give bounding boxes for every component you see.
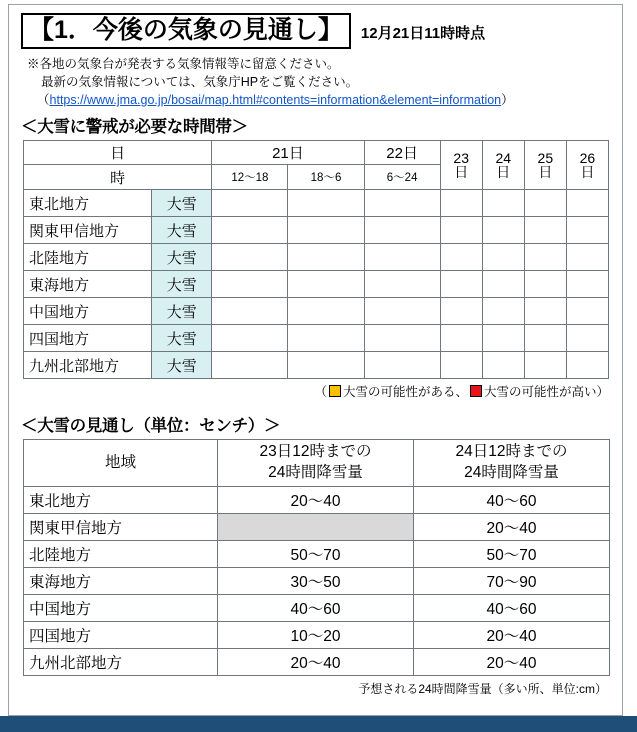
region-label: 関東甲信地方 [24, 514, 218, 541]
paren-close: ） [501, 93, 514, 108]
table-row [24, 298, 609, 325]
table-row [24, 595, 610, 622]
footnote: 予想される24時間降雪量（多い所、単位:cm） [358, 682, 607, 697]
table-row [24, 325, 609, 352]
snowfall-header-row [24, 440, 610, 487]
cell-21-1200 [212, 271, 288, 298]
note-line-1: ※各地の気象台が発表する気象情報等に留意ください。 [27, 57, 340, 71]
snow-24: 20〜40 [414, 514, 610, 541]
region-label: 東海地方 [24, 271, 152, 298]
snow-23: 50〜70 [218, 541, 414, 568]
table-row [24, 568, 610, 595]
cell-25 [524, 190, 566, 217]
region-label: 関東甲信地方 [24, 217, 152, 244]
jma-link[interactable]: https://www.jma.go.jp/bosai/map.html#contents=information&element=information [49, 93, 502, 108]
table-row [24, 271, 609, 298]
cell-26 [566, 271, 608, 298]
timeline-table [23, 140, 609, 379]
legend [21, 382, 609, 400]
snow-24: 50〜70 [414, 541, 610, 568]
cell-25 [524, 244, 566, 271]
region-label: 中国地方 [24, 595, 218, 622]
legend-text-possible: 大雪の可能性がある、 [342, 385, 468, 400]
region-label: 北陸地方 [24, 541, 218, 568]
cell-25 [524, 271, 566, 298]
snow-23: 20〜40 [218, 487, 414, 514]
header-day-24: 24 日 [482, 141, 524, 190]
cell-25 [524, 325, 566, 352]
snow-23: 30〜50 [218, 568, 414, 595]
note-line-3 [37, 91, 613, 109]
cell-22-0600 [364, 217, 440, 244]
header-day-23: 23 日 [440, 141, 482, 190]
cell-23 [440, 217, 482, 244]
cell-26 [566, 298, 608, 325]
timeline-header-row-1 [24, 141, 609, 165]
cell-21-1800 [288, 244, 364, 271]
warning-tag: 大雪 [152, 244, 212, 271]
cell-21-1800 [288, 325, 364, 352]
cell-26 [566, 244, 608, 271]
cell-21-1200 [212, 217, 288, 244]
legend-swatch-possible-icon [329, 385, 341, 397]
cell-21-1200 [212, 244, 288, 271]
cell-25 [524, 298, 566, 325]
cell-21-1800 [288, 190, 364, 217]
cell-24 [482, 244, 524, 271]
cell-21-1200 [212, 352, 288, 379]
region-label: 九州北部地方 [24, 649, 218, 676]
snow-24: 40〜60 [414, 487, 610, 514]
section2-heading: ＜大雪の見通し（単位：センチ）＞ [21, 417, 281, 436]
cell-21-1800 [288, 298, 364, 325]
header-day-21: 21日 [212, 141, 364, 165]
header-day-22: 22日 [364, 141, 440, 165]
cell-23 [440, 352, 482, 379]
region-label: 四国地方 [24, 325, 152, 352]
cell-24 [482, 298, 524, 325]
region-label: 四国地方 [24, 622, 218, 649]
cell-24 [482, 352, 524, 379]
header-day-26: 26 日 [566, 141, 608, 190]
header-region: 地域 [24, 440, 218, 487]
snow-23: 20〜40 [218, 649, 414, 676]
header-col-24-line2: 24時間降雪量 [464, 464, 559, 482]
region-label: 中国地方 [24, 298, 152, 325]
snow-24: 20〜40 [414, 649, 610, 676]
legend-swatch-high-icon [470, 385, 482, 397]
cell-21-1200 [212, 190, 288, 217]
title-timestamp: 12月21日11時時点 [360, 25, 486, 42]
table-row [24, 244, 609, 271]
note-line-2: 最新の気象情報については、気象庁HPをご覧ください。 [41, 75, 359, 90]
snow-24: 40〜60 [414, 595, 610, 622]
header-col-23 [218, 440, 414, 487]
header-day-25: 25 日 [524, 141, 566, 190]
region-label: 九州北部地方 [24, 352, 152, 379]
cell-24 [482, 217, 524, 244]
slide-content [21, 13, 613, 697]
warning-tag: 大雪 [152, 217, 212, 244]
cell-24 [482, 325, 524, 352]
cell-25 [524, 217, 566, 244]
region-label: 東北地方 [24, 487, 218, 514]
warning-tag: 大雪 [152, 271, 212, 298]
cell-21-1800 [288, 217, 364, 244]
legend-text-high: 大雪の可能性が高い） [483, 385, 609, 400]
snowfall-table [23, 439, 610, 676]
warning-tag: 大雪 [152, 352, 212, 379]
cell-21-1200 [212, 325, 288, 352]
bottom-band [0, 716, 637, 732]
cell-25 [524, 352, 566, 379]
cell-26 [566, 217, 608, 244]
table-row [24, 541, 610, 568]
header-col-23-line2: 24時間降雪量 [268, 464, 363, 482]
warning-tag: 大雪 [152, 190, 212, 217]
cell-23 [440, 298, 482, 325]
snow-23: 10〜20 [218, 622, 414, 649]
cell-21-1800 [288, 271, 364, 298]
header-time-1: 12〜18 [212, 165, 288, 190]
cell-26 [566, 352, 608, 379]
warning-tag: 大雪 [152, 298, 212, 325]
cell-21-1800 [288, 352, 364, 379]
region-label: 北陸地方 [24, 244, 152, 271]
cell-22-0600 [364, 271, 440, 298]
region-label: 東海地方 [24, 568, 218, 595]
paren-open: （ [37, 93, 50, 108]
cell-23 [440, 190, 482, 217]
section1-heading: ＜大雪に警戒が必要な時間帯＞ [21, 118, 248, 137]
header-col-23-line1: 23日12時までの [259, 443, 372, 461]
cell-24 [482, 190, 524, 217]
snow-23: 40〜60 [218, 595, 414, 622]
slide-sheet [8, 4, 623, 716]
cell-22-0600 [364, 352, 440, 379]
cell-26 [566, 325, 608, 352]
cell-23 [440, 271, 482, 298]
cell-24 [482, 271, 524, 298]
cell-22-0600 [364, 244, 440, 271]
table-row [24, 352, 609, 379]
header-day-label: 日 [24, 141, 212, 165]
page-title: 【1．今後の気象の見通し】 [21, 13, 351, 49]
cell-22-0600 [364, 190, 440, 217]
cell-22-0600 [364, 325, 440, 352]
table-row [24, 217, 609, 244]
region-label: 東北地方 [24, 190, 152, 217]
snow-24: 20〜40 [414, 622, 610, 649]
table-row [24, 487, 610, 514]
header-time-label: 時 [24, 165, 212, 190]
header-col-24 [414, 440, 610, 487]
table-row [24, 190, 609, 217]
cell-21-1200 [212, 298, 288, 325]
table-row [24, 514, 610, 541]
notes-block [27, 55, 613, 109]
cell-23 [440, 244, 482, 271]
header-time-2: 18〜6 [288, 165, 364, 190]
snow-24: 70〜90 [414, 568, 610, 595]
cell-23 [440, 325, 482, 352]
snow-23 [218, 514, 414, 541]
table-row [24, 649, 610, 676]
warning-tag: 大雪 [152, 325, 212, 352]
table-row [24, 622, 610, 649]
header-time-3: 6〜24 [364, 165, 440, 190]
cell-22-0600 [364, 298, 440, 325]
cell-26 [566, 190, 608, 217]
legend-paren-open: （ [314, 385, 327, 400]
header-col-24-line1: 24日12時までの [455, 443, 568, 461]
title-row [21, 13, 613, 49]
